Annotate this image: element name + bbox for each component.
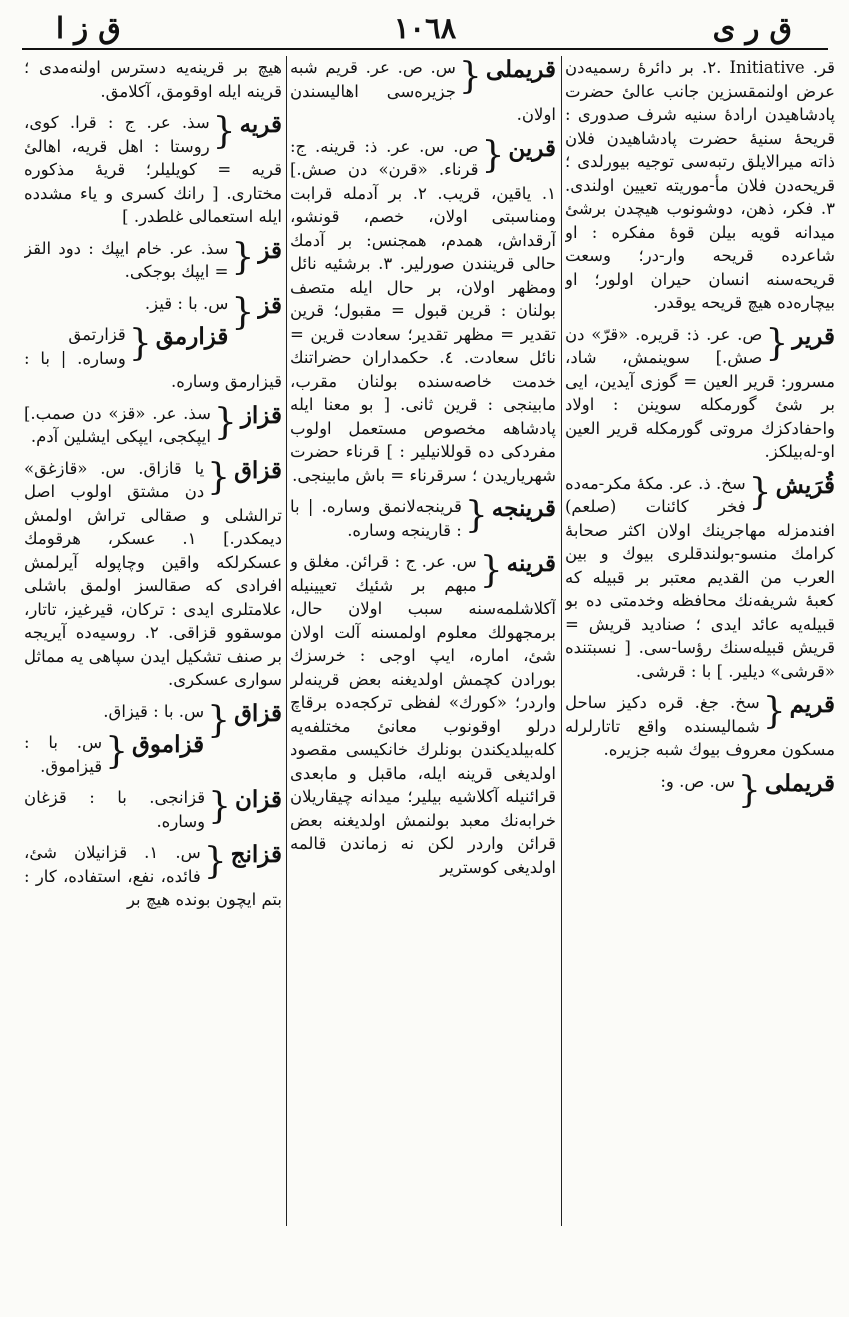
entry-headword: قزاز — [240, 401, 282, 429]
dictionary-entry — [290, 135, 556, 488]
entry-headword: قزارمق — [155, 323, 229, 350]
column-middle — [290, 56, 556, 1236]
brace-glyph: { — [458, 56, 482, 97]
page-header — [22, 8, 828, 50]
brace-glyph: { — [762, 691, 786, 732]
column-divider — [561, 56, 562, 1226]
entry-headword: قزاق — [234, 699, 282, 727]
entry-text: قرینجه‌لانمق وساره. | با : قارینجه وساره. — [290, 497, 462, 540]
entry-headword: قرینه — [506, 550, 556, 577]
entry-paragraph — [290, 495, 556, 542]
entry-text: س. با : قیزاموق. — [24, 733, 103, 776]
dictionary-entry — [24, 111, 282, 229]
dictionary-entry — [565, 323, 835, 464]
dictionary-entry — [290, 56, 556, 127]
column-divider — [286, 56, 287, 1226]
entry-paragraph — [565, 769, 835, 811]
entry-paragraph — [24, 111, 282, 229]
entry-paragraph — [565, 691, 835, 762]
dictionary-entry — [24, 731, 282, 778]
entry-headword: قزاموق — [132, 731, 205, 758]
dictionary-entry — [565, 769, 835, 811]
brace-glyph: { — [479, 550, 503, 591]
entry-text: هیچ بر قرینه‌یه دسترس اولنه‌مدی ؛ قرینه ایله اوقومق، آکلامق. — [24, 58, 282, 101]
entry-paragraph — [24, 237, 282, 284]
dictionary-entry — [24, 841, 282, 912]
brace-glyph: { — [213, 401, 237, 443]
brace-glyph: { — [737, 769, 761, 811]
entry-headword: قریه — [239, 111, 282, 138]
entry-headword: قریر — [792, 322, 835, 350]
entry-paragraph — [24, 731, 282, 778]
entry-text: قزارتمق وساره. | با : قیزارمق وساره. — [24, 325, 282, 391]
entry-text: سذ. عر. ج : قرا. کوی، روستا : اهل قریه، اهالئ قریه = کویلیلر؛ قریهٔ مذکوره مختاری. [ رانك کسری و یاء مشدده ایله استعمالی غلطدر. ] — [24, 113, 282, 226]
entry-paragraph — [24, 291, 282, 333]
entry-paragraph — [24, 56, 282, 103]
running-head-right: ق ر ی — [712, 11, 792, 45]
brace-glyph: { — [207, 699, 231, 741]
entry-headword: قرین — [508, 134, 556, 162]
entry-text: س. ص. عر. قریم شبه جزیره‌سی اهالیسندن اولان. — [290, 58, 556, 124]
brace-glyph: { — [203, 841, 227, 882]
entry-paragraph — [24, 323, 282, 394]
entry-headword: قز — [258, 236, 282, 264]
brace-glyph: { — [748, 471, 772, 513]
entry-text: یا قازاق. س. «قازغق» دن مشتق اولوب اصل ترالشلی و صقالی تراش اولمش دیمکدر.] ١. عسکر، هرقومك عسکرلکه واقین وچاپوله آیرلمش افرادی که صقالسز اولمق باشلی علامتلری ایدی : ترکان، قیرغیز، تاتار، موسقوو قزاقی. ٢. روسیه‌ده آیریجه بر صنف تشکیل ایدن سپاهی یه مماثل سواری عسکری. — [24, 458, 282, 689]
entry-text: س. با : قیزاق. — [103, 701, 205, 721]
dictionary-entry — [565, 56, 835, 315]
brace-glyph: { — [212, 111, 236, 152]
entry-text: سخ. جغ. قره دکیز ساحل شمالیسنده واقع تاتارلرله مسکون معروف بیوك شبه جزیره. — [565, 693, 835, 759]
dictionary-entry — [24, 457, 282, 692]
entry-paragraph — [565, 323, 835, 464]
brace-glyph: { — [208, 786, 232, 827]
brace-glyph: { — [464, 495, 488, 536]
entry-paragraph — [290, 135, 556, 488]
dictionary-entry — [565, 472, 835, 684]
dictionary-entry — [24, 402, 282, 449]
dictionary-entry — [24, 699, 282, 741]
entry-headword: قزانج — [230, 841, 282, 868]
entry-headword: قزاق — [234, 456, 282, 484]
entry-paragraph — [24, 786, 282, 833]
entry-text: قر. Initiative .٢. بر دائرهٔ رسمیه‌دن عرض اولنمقسزین جانب عالیٔ حضرت پادشاهیدن ارادهٔ سنیه شرف صدوری : قریحهٔ سنیهٔ حضرت پادشاهیدن فلان ذاته میرالایلق رتبه‌سی توجیه بیورلدی ؛ قریحه‌دن فلان مأ-موریته تعیین اولندی. ٣. فکر، ذهن، دوشونوب هیچدن برشئ میدانه قویه بیلن قوهٔ مفکره : او شاعرده قریحه وار-در؛ وسعت قریحه‌سنه انسان حیران اولور؛ او بیچاره‌ده هیچ قریحه یوقدر. — [565, 58, 835, 312]
dictionary-entry — [565, 691, 835, 762]
entry-paragraph — [24, 841, 282, 912]
dictionary-entry — [24, 291, 282, 333]
brace-glyph: { — [481, 134, 505, 176]
dictionary-entry — [290, 495, 556, 542]
entry-headword: قز — [258, 291, 282, 319]
entry-headword: قرینجه — [491, 495, 556, 522]
entry-headword: قزان — [235, 786, 282, 813]
entry-text: س. ١. قزانیلان شئ، فائده، نفع، استفاده، کار : بتم ایچون بونده هیچ بر — [24, 843, 282, 909]
page-number: ١٠٦٨ — [393, 11, 457, 45]
dictionary-entry — [24, 56, 282, 103]
entry-paragraph — [24, 457, 282, 692]
entry-paragraph — [290, 56, 556, 127]
column-right — [565, 56, 835, 1236]
entry-paragraph — [24, 402, 282, 449]
brace-glyph: { — [765, 322, 789, 364]
entry-headword: قریم — [789, 691, 835, 718]
brace-glyph: { — [207, 456, 231, 498]
entry-headword: قریملی — [764, 769, 835, 797]
entry-text: س. با : قیز. — [144, 293, 229, 313]
entry-text: قزانجی. با : قزغان وساره. — [24, 788, 206, 831]
dictionary-entry — [290, 550, 556, 879]
brace-glyph: { — [128, 323, 152, 364]
entry-paragraph — [24, 699, 282, 741]
dictionary-entry — [24, 786, 282, 833]
brace-glyph: { — [231, 291, 255, 333]
column-left — [24, 56, 282, 1236]
brace-glyph: { — [105, 731, 129, 772]
entry-text: س. عر. ج : قرائن. مغلق و مبهم بر شئیك تعیینیله آکلاشلمه‌سنه سبب اولان حال، برمجهولك معلوم اولمسنه آلت اولان شئ، اماره، ایپ اوجی : خرسزك بورادن کچمش اولدیغنه بعض قرینه‌لر واردر؛ «کورك» لفظی ترکجه‌ده برقاچ درلو اوقونوب معانئ مختلفه‌یه کله‌بیلدیکندن بونلرك خانکیسی مقصود اولدیغی قرینه ایله، ماقبل و مابعدی قرائنیله آکلاشیه بیلیر؛ میدانه چیقاریلان خرابه‌نك معبد بولنمش اولدیغنه بعض قرائن واردر لکن نه زماندن قالمه اولدیغی کوستریر — [290, 552, 556, 877]
entry-text: س. ص. و: — [660, 771, 735, 791]
entry-text: ص. عر. ذ: قریره. «قرّ» دن صش.] سوینمش، شاد، مسرور: قریر العین = گوزی آیدین، ایی بر شئ گورمکله سوینن : اولاد واحفادکزك مروتی گورمکله قریر العین او-له‌بیلکز. — [565, 324, 835, 461]
entry-text: ص. س. عر. ذ: قرینه. ج: قرناء. «قرن» دن صش.] ١. یاقین، قریب. ٢. بر آدمله قرابت ومناسبتی اولان، خصم، قونشو، آرقداش، همدم، همجنس: بر آدمك حالی قرینندن صورلیر. ٣. برشئیه نائل ومظهر اولان، بر حال ایله متصف بولنان : قرین قبول = مقبول؛ قرین تقدیر = مظهر تقدیر؛ سعادت قرین = نائل سعادت. ٤. حکمداران حضراتنك خدمت خاصه‌سنده بولنان مقرب، مابینجی : قرین ثانی. [ بو معنا ایله پادشاهه مخصوص مستعمل اولوب مفردکی ده قوللانیلیر : ] قرناء حضرت شهریاریدن ؛ سرقرناء = باش مابینجی. — [290, 136, 556, 485]
entry-paragraph — [290, 550, 556, 879]
dictionary-entry — [24, 323, 282, 394]
entry-text: سذ. عر. خام ایپك : دود القز = ایپك بوجکی. — [24, 238, 229, 281]
entry-headword: قریملی — [485, 56, 556, 83]
entry-text: سخ. ذ. عر. مکهٔ مکر-مه‌ده فخر کائنات (صلعم) افندمزله مهاجرینك اولان اکثر صحابهٔ کرامك منسو-بولندقلری بیوك و بین العرب من القدیم معتبر بر قبیله که کعبهٔ شریفه‌نك محافظه وخدمتی ده بو قبیله‌یه عائد ایدی ؛ صنادید قریش = قریش قبیله‌سنك رؤسا-سی. [ نسبتنده «قرشی» دیلیر. ] با : قرشی. — [565, 473, 835, 681]
dictionary-entry — [24, 237, 282, 284]
entry-paragraph — [565, 472, 835, 684]
entry-paragraph — [565, 56, 835, 315]
brace-glyph: { — [231, 236, 255, 278]
running-head-left: ق ز ا — [56, 11, 121, 45]
entry-headword: قُرَیش — [775, 471, 835, 499]
entry-text: سذ. عر. «قز» دن صمب.] ایپکجی، ایپکی ایشلین آدم. — [24, 403, 211, 446]
